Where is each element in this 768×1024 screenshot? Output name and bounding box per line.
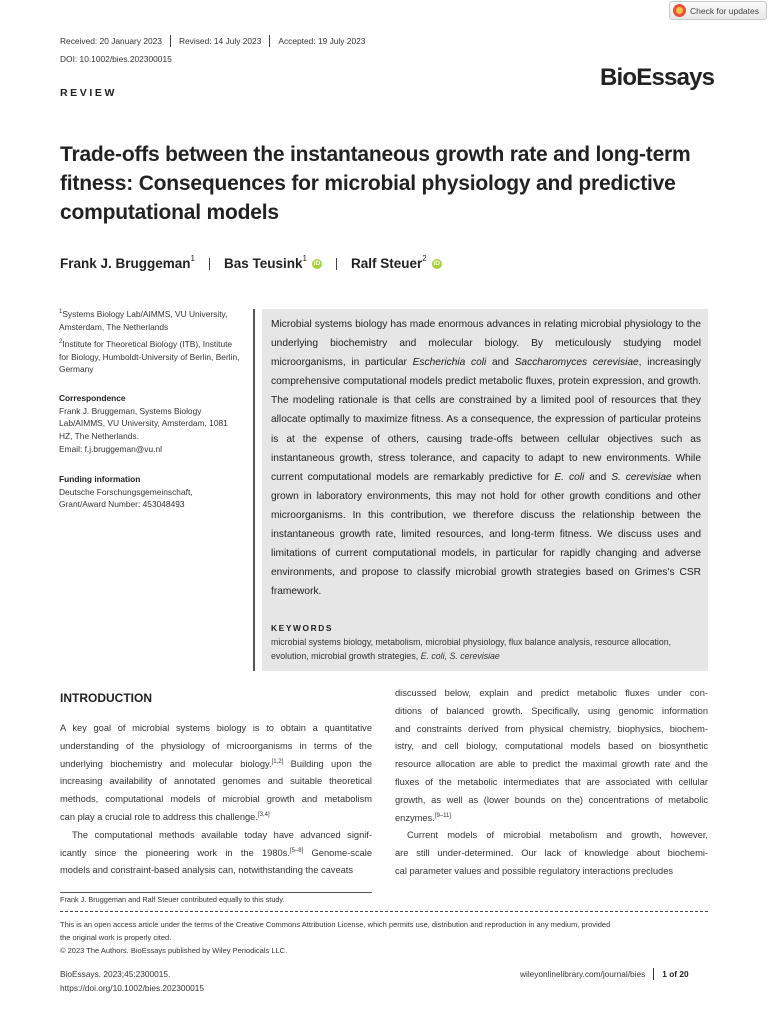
paragraph-line: cal parameter values and possible regulatory interactions precludes (395, 865, 674, 876)
affiliation-number: 1 (59, 309, 63, 315)
paragraph-line: methods, computational models of microbial growth and metabolism (60, 794, 372, 805)
paragraph-line: enzymes.[9–11] (395, 812, 452, 823)
paragraph-line: understanding of the physiology of microorganisms in terms of the (60, 740, 372, 751)
license-line: © 2023 The Authors. BioEssays published by Wiley Periodicals LLC. (60, 946, 288, 955)
license-divider (60, 911, 708, 912)
correspondence-line: HZ, The Netherlands. (59, 431, 139, 442)
author-affiliation-mark: 1 (190, 254, 195, 263)
affiliation-1 (59, 306, 244, 333)
funding-line: Deutsche Forschungsgemeinschaft, (59, 486, 193, 497)
paragraph-line: A key goal of microbial systems biology is to obtain a quantitative (60, 723, 372, 733)
paragraph-line: Current models of microbial metabolism and growth, however, (407, 830, 708, 841)
column-divider (253, 309, 255, 671)
page-number: 1 of 20 (662, 969, 689, 979)
paragraph-line: can play a crucial role to address this challenge.[3,4] (60, 811, 270, 822)
orcid-icon[interactable]: iD (433, 259, 440, 267)
paragraph-line: growth, as well as (lower bounds on the) concentrations of metabolic (395, 794, 708, 805)
orcid-icon[interactable]: iD (313, 259, 321, 267)
paragraph-line: istry, and cell biology, computational models based on biosynthetic (395, 741, 708, 752)
author-affiliation-mark: 2 (422, 254, 427, 263)
journal-logo: BioEssays (600, 64, 715, 91)
doi[interactable]: DOI: 10.1002/bies.202300015 (60, 54, 172, 64)
author-name: Bas Teusink (223, 256, 303, 271)
license-text (60, 918, 710, 957)
doi-link[interactable]: https://doi.org/10.1002/bies.202300015 (60, 982, 204, 993)
paragraph-line: underlying biochemistry and molecular biology.[1,2] Building upon the (60, 758, 372, 769)
paragraph-line: increasing availability of annotated genomes and suitable theoretical (60, 776, 372, 787)
paragraph-line: are still under-determined. Our lack of knowledge about biochemi- (395, 848, 708, 859)
footer-right (520, 968, 689, 980)
introduction-heading: INTRODUCTION (60, 691, 152, 705)
affiliation-text: Systems Biology Lab/AIMMS, VU University, Amsterdam, The Netherlands (59, 308, 228, 332)
author-1[interactable] (60, 256, 195, 271)
article-title: Trade-offs between the instantaneous growth rate and long-term fitness: Consequences for microbial physiology and predictive computational models (60, 143, 691, 224)
paragraph-line: fluxes of the metabolic intermediates that are associated with cellular (395, 776, 708, 787)
paragraph-line: icantly since the pioneering work in the 1980s.[5–8] Genome-scale (60, 847, 372, 858)
author-affiliation-mark: 1 (302, 254, 307, 263)
crossmark-icon (673, 4, 686, 17)
author-list (60, 256, 442, 271)
author-name: Frank J. Bruggeman (60, 256, 191, 271)
author-name: Ralf Steuer (350, 256, 423, 271)
citation: BioEssays. 2023;45:2300015. (60, 969, 171, 979)
body-column-left (60, 720, 372, 880)
paragraph-line: and constraints derived from physical chemistry, biophysics, biochem- (395, 723, 708, 734)
section-label: REVIEW (60, 87, 118, 99)
paragraph-line: ditions of balanced growth. Specifically, using genomic information (395, 705, 708, 716)
author-separator (336, 258, 337, 270)
paragraph-line: The computational methods available today have advanced signif- (72, 829, 372, 840)
funding-line: Grant/Award Number: 453048493 (59, 499, 185, 510)
funding-heading: Funding information (59, 474, 141, 484)
license-line: This is an open access article under the terms of the Creative Commons Attribution License, which permits use, distribution and reproduction in any medium, provided (60, 920, 611, 929)
accepted-date: Accepted: 19 July 2023 (278, 36, 366, 46)
funding (59, 473, 244, 511)
abstract-text: Microbial systems biology has made enormous advances in relating microbial physiology to the underlying biochemistry and molecular biology. By meticulously studying model microorganisms, in particular Escherichia coli and Saccharomyces cerevisiae, increasingly comprehensive computational models predict metabolic fluxes, protein expression, and growth. The modeling rationale is that cells are constrained by a limited pool of resources that they allocate optimally to maximize fitness. As a consequence, the expression of particular proteins is at the expense of others, causing trade-offs between cellular objectives such as instantaneous growth, stress tolerance, and capacity to adapt to new environments. While current computational models are remarkably predictive for E. coli and S. cerevisiae when grown in laboratory environments, this may not hold for other growth conditions and other microorganisms. In this contribution, we therefore discuss the relationship between the instantaneous growth rate, limited resources, and long-term fitness. We discuss uses and limitations of current computational models, in particular for rapidly changing and adverse environments, and propose to classify microbial growth strategies based on Grimes's CSR framework. (271, 319, 701, 598)
article-dates (60, 35, 373, 47)
body-column-right (395, 685, 708, 881)
author-separator (209, 258, 210, 270)
paragraph-line: models and constraint-based analysis can, notwithstanding the caveats (60, 865, 354, 876)
footer-separator (653, 968, 654, 980)
correspondence-line: Frank J. Bruggeman, Systems Biology (59, 405, 202, 416)
revised-date: Revised: 14 July 2023 (171, 35, 270, 47)
correspondence-email[interactable]: Email: f.j.bruggeman@vu.nl (59, 443, 162, 454)
correspondence-heading: Correspondence (59, 393, 126, 403)
footnote-rule (60, 892, 372, 893)
check-for-updates-label: Check for updates (690, 5, 759, 16)
affiliation-text: Institute for Theoretical Biology (ITB), Institute for Biology, Humboldt-University of Berlin, Berlin, Germany (59, 338, 240, 375)
correspondence-line: Lab/AIMMS, VU University, Amsterdam, 1081 (59, 418, 228, 429)
check-for-updates-button[interactable] (669, 1, 767, 20)
keywords-heading: KEYWORDS (271, 623, 334, 633)
journal-site-link[interactable]: wileyonlinelibrary.com/journal/bies (520, 969, 646, 979)
paragraph-line: resource allocation are able to predict the maximal growth rate and the (395, 759, 708, 770)
received-date: Received: 20 January 2023 (60, 35, 171, 47)
affiliation-2 (59, 336, 244, 376)
affiliation-number: 2 (59, 339, 63, 345)
paragraph-line: discussed below, explain and predict metabolic fluxes under con- (395, 688, 708, 698)
keywords-text: microbial systems biology, metabolism, microbial physiology, flux balance analysis, resource allocation, evolution, microbial growth strategies, E. coli, S. cerevisiae (271, 637, 672, 661)
license-line: the original work is properly cited. (60, 933, 172, 942)
author-3[interactable] (351, 256, 442, 271)
author-2[interactable] (224, 256, 322, 271)
footnote: Frank J. Bruggeman and Ralf Steuer contributed equally to this study. (60, 895, 285, 904)
correspondence (59, 392, 244, 456)
footer-left (60, 968, 204, 995)
